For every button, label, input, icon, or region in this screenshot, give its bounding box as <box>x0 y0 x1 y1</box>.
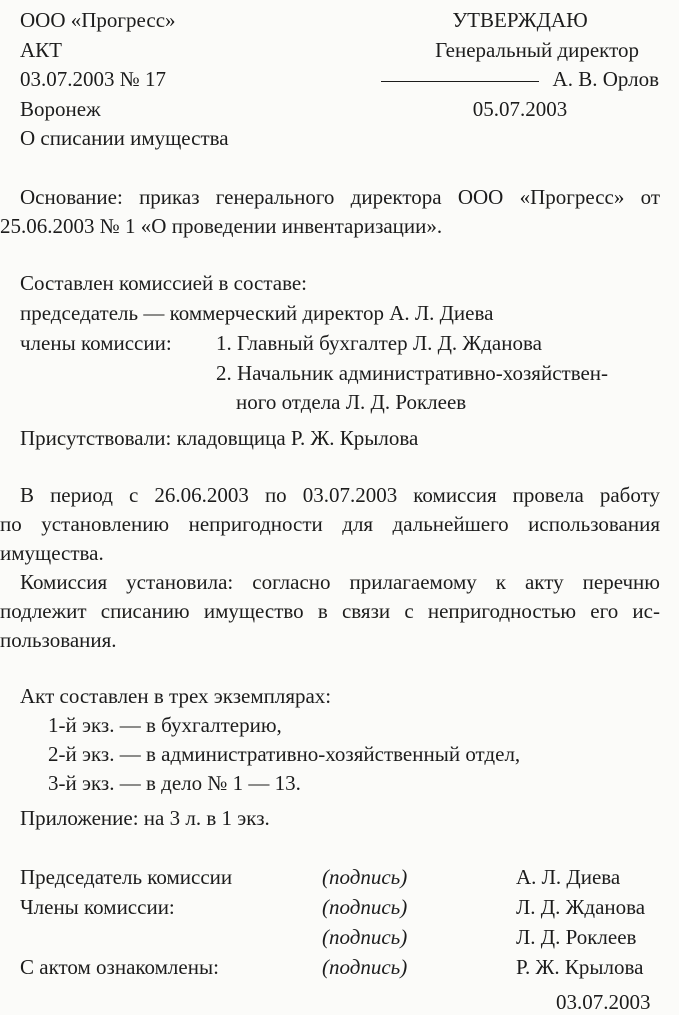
copies-intro: Акт составлен в трех экземплярах: <box>20 684 332 708</box>
body-paragraph-2-line-3: пользования. <box>0 628 117 652</box>
signature-role: С актом ознакомлены: <box>20 955 219 979</box>
approval-name: А. В. Орлов <box>552 67 659 91</box>
approval-date: 05.07.2003 <box>472 97 568 121</box>
signature-placeholder: (подпись) <box>322 865 408 889</box>
body-paragraph-2-line-1: Комиссия установила: согласно прилагаемому к акту перечню <box>20 570 660 594</box>
copies-item-3: 3-й экз. — в дело № 1 — 13. <box>48 771 301 795</box>
signature-placeholder: (подпись) <box>322 895 408 919</box>
body-paragraph-1-line-1: В период с 26.06.2003 по 03.07.2003 комиссия провела работу <box>20 483 660 507</box>
body-paragraph-1-line-2: по установлению непригодности для дальнейшего использования <box>0 512 660 536</box>
signature-name: Л. Д. Жданова <box>516 895 646 919</box>
approval-title: УТВЕРЖДАЮ <box>452 8 588 32</box>
copies-item-1: 1-й экз. — в бухгалтерию, <box>48 713 282 737</box>
commission-chair: председатель — коммерческий директор А. Л. Диева <box>20 301 494 325</box>
document-type: АКТ <box>20 38 62 62</box>
commission-intro: Составлен комиссией в составе: <box>20 271 308 295</box>
signature-name: Р. Ж. Крылова <box>516 955 644 979</box>
attachment-note: Приложение: на 3 л. в 1 экз. <box>20 806 270 830</box>
organization-name: ООО «Прогресс» <box>20 8 176 32</box>
signature-placeholder: (подпись) <box>322 955 408 979</box>
basis-line-1: Основание: приказ генерального директора ООО «Прогресс» от <box>20 185 660 209</box>
signature-placeholder: (подпись) <box>322 925 408 949</box>
signature-underline <box>381 81 539 82</box>
copies-item-2: 2-й экз. — в административно-хозяйственный отдел, <box>48 742 521 766</box>
commission-member-1: 1. Главный бухгалтер Л. Д. Жданова <box>216 331 542 355</box>
commission-member-2-line-1: 2. Начальник административно-хозяйствен- <box>216 361 609 385</box>
signature-name: Л. Д. Роклеев <box>516 925 637 949</box>
signature-role: Председатель комиссии <box>20 865 233 889</box>
approval-signature-line <box>381 67 659 92</box>
basis-line-2: 25.06.2003 № 1 «О проведении инвентаризации». <box>0 214 443 238</box>
body-paragraph-1-line-3: имущества. <box>0 541 104 565</box>
document-city: Воронеж <box>20 97 101 121</box>
signature-name: А. Л. Диева <box>516 865 621 889</box>
commission-present: Присутствовали: кладовщица Р. Ж. Крылова <box>20 426 419 450</box>
signature-role: Члены комиссии: <box>20 895 175 919</box>
document-subject: О списании имущества <box>20 126 229 150</box>
approval-position: Генеральный директор <box>435 38 639 62</box>
commission-members-label: члены комиссии: <box>20 331 172 355</box>
footer-date: 03.07.2003 <box>556 990 651 1014</box>
document-date-number: 03.07.2003 № 17 <box>20 67 167 91</box>
body-paragraph-2-line-2: подлежит списанию имущество в связи с непригодностью его ис- <box>0 599 660 623</box>
commission-member-2-line-2: ного отдела Л. Д. Роклеев <box>236 390 467 414</box>
